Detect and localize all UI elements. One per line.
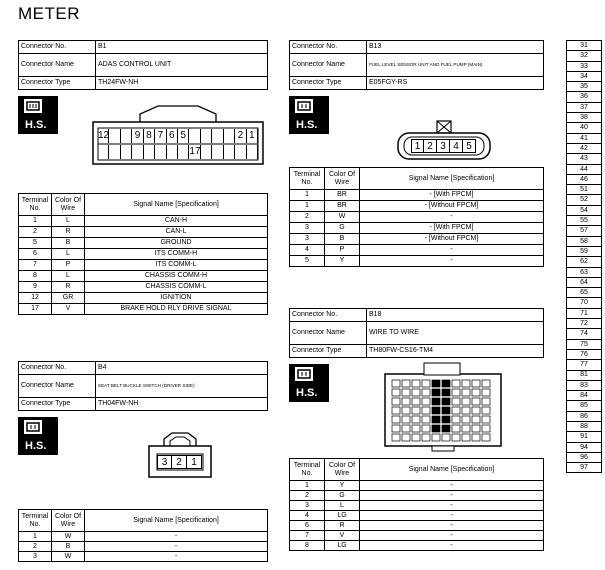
b18-connector-no: B18 bbox=[367, 309, 544, 322]
wire-color: V bbox=[52, 304, 85, 315]
terminal-no: 31 bbox=[567, 41, 602, 51]
b1-connector-diagram bbox=[92, 104, 264, 166]
table-row bbox=[19, 552, 268, 562]
terminal-no: 43 bbox=[567, 154, 602, 164]
pin-label: 3 bbox=[157, 455, 172, 469]
b4-connector-type: TH04FW-NH bbox=[96, 398, 268, 411]
wire-color: P bbox=[325, 245, 360, 256]
table-row bbox=[290, 256, 544, 267]
pin-label: 2 bbox=[235, 129, 246, 143]
pin-label: 7 bbox=[155, 129, 166, 143]
label-connector-name: Connector Name bbox=[19, 54, 96, 77]
pin-label: 1 bbox=[187, 455, 202, 469]
signal-name: ITS COMM-H bbox=[85, 249, 268, 260]
signal-name: - bbox=[85, 532, 268, 542]
table-row bbox=[290, 212, 544, 223]
terminal-no: 62 bbox=[567, 257, 602, 267]
terminal-no: 2 bbox=[19, 227, 52, 238]
table-row bbox=[290, 521, 544, 531]
b13-connector-name: FUEL LEVEL SENSOR UNIT AND FUEL PUMP (MAIN) bbox=[367, 54, 544, 77]
terminal-no: 1 bbox=[19, 532, 52, 542]
signal-name: - bbox=[360, 501, 544, 511]
hs-icon: H.S. bbox=[289, 96, 329, 134]
b1-connector-name: ADAS CONTROL UNIT bbox=[96, 54, 268, 77]
wire-color: L bbox=[52, 271, 85, 282]
pin-label: 5 bbox=[463, 139, 476, 153]
terminal-no: 72 bbox=[567, 319, 602, 329]
hs-icon: H.S. bbox=[18, 96, 58, 134]
table-row bbox=[19, 304, 268, 315]
terminal-no: 42 bbox=[567, 143, 602, 153]
signal-name: - bbox=[360, 521, 544, 531]
terminal-no: 74 bbox=[567, 329, 602, 339]
terminal-no: 8 bbox=[290, 541, 325, 551]
page-title: METER bbox=[18, 4, 80, 23]
wire-color: P bbox=[52, 260, 85, 271]
signal-name: - bbox=[85, 542, 268, 552]
wire-color: L bbox=[325, 501, 360, 511]
terminal-no: 36 bbox=[567, 92, 602, 102]
terminal-no: 88 bbox=[567, 421, 602, 431]
terminal-no: 84 bbox=[567, 391, 602, 401]
terminal-no: 3 bbox=[290, 223, 325, 234]
b18-signal-table: Terminal No. Color Of Wire Signal Name [Specification] 1 Y - 2 G - 3 L - 4 LG - 6 R - 7 V - 8 LG - bbox=[289, 458, 544, 551]
b18-connector-diagram bbox=[384, 362, 502, 452]
hs-icon: H.S. bbox=[289, 364, 329, 402]
signal-name: - bbox=[360, 481, 544, 491]
table-row bbox=[19, 293, 268, 304]
pin-label: 4 bbox=[450, 139, 463, 153]
terminal-no: 83 bbox=[567, 380, 602, 390]
wire-color: LG bbox=[325, 541, 360, 551]
signal-name: - bbox=[85, 552, 268, 562]
wire-color: R bbox=[52, 227, 85, 238]
table-row bbox=[19, 216, 268, 227]
terminal-no: 35 bbox=[567, 82, 602, 92]
table-row bbox=[19, 227, 268, 238]
terminal-no: 9 bbox=[19, 282, 52, 293]
wire-color: G bbox=[325, 491, 360, 501]
terminal-no: 64 bbox=[567, 277, 602, 287]
terminal-no: 2 bbox=[290, 212, 325, 223]
pin-label: 8 bbox=[144, 129, 155, 143]
b4-info-table: Connector No. B4 Connector Name SEAT BELT BUCKLE SWITCH (DRIVER SIDE) Connector Type TH04FW-NH bbox=[18, 361, 268, 411]
table-row bbox=[19, 532, 268, 542]
table-row bbox=[290, 501, 544, 511]
table-row bbox=[19, 271, 268, 282]
terminal-no: 4 bbox=[290, 511, 325, 521]
table-row bbox=[290, 234, 544, 245]
wire-color: B bbox=[325, 234, 360, 245]
terminal-no: 96 bbox=[567, 452, 602, 462]
terminal-no: 34 bbox=[567, 71, 602, 81]
terminal-no: 94 bbox=[567, 442, 602, 452]
terminal-no: 51 bbox=[567, 185, 602, 195]
signal-name: - bbox=[360, 531, 544, 541]
table-row bbox=[290, 531, 544, 541]
terminal-no: 46 bbox=[567, 174, 602, 184]
terminal-no: 6 bbox=[290, 521, 325, 531]
wire-color: L bbox=[52, 216, 85, 227]
signal-name: CAN-L bbox=[85, 227, 268, 238]
pin-label: 9 bbox=[132, 129, 143, 143]
signal-name: - bbox=[360, 491, 544, 501]
label-connector-type: Connector Type bbox=[19, 77, 96, 90]
label-connector-no: Connector No. bbox=[19, 41, 96, 54]
wire-color: BR bbox=[325, 190, 360, 201]
signal-name: - bbox=[360, 511, 544, 521]
terminal-no: 44 bbox=[567, 164, 602, 174]
right-terminal-column bbox=[566, 40, 602, 473]
b18-info-table: Connector No. B18 Connector Name WIRE TO WIRE Connector Type TH80FW-CS16-TM4 bbox=[289, 308, 544, 358]
terminal-no: 1 bbox=[290, 201, 325, 212]
signal-name: - [With FPCM] bbox=[360, 223, 544, 234]
pin-label: 12 bbox=[98, 130, 110, 141]
terminal-no: 65 bbox=[567, 288, 602, 298]
b4-connector-no: B4 bbox=[96, 362, 268, 375]
wire-color: W bbox=[52, 532, 85, 542]
table-row bbox=[19, 238, 268, 249]
terminal-no: 38 bbox=[567, 113, 602, 123]
b13-connector-type: E05FGY-RS bbox=[367, 77, 544, 90]
wire-color: Y bbox=[325, 256, 360, 267]
terminal-no: 71 bbox=[567, 308, 602, 318]
wire-color: G bbox=[325, 223, 360, 234]
signal-name: - [With FPCM] bbox=[360, 190, 544, 201]
table-row bbox=[290, 201, 544, 212]
signal-name: CHASSIS COMM-H bbox=[85, 271, 268, 282]
terminal-no: 97 bbox=[567, 463, 602, 473]
terminal-no: 58 bbox=[567, 236, 602, 246]
terminal-no: 41 bbox=[567, 133, 602, 143]
signal-name: - bbox=[360, 256, 544, 267]
wire-color: R bbox=[52, 282, 85, 293]
terminal-no: 70 bbox=[567, 298, 602, 308]
wire-color: B bbox=[52, 542, 85, 552]
pin-label: 2 bbox=[424, 139, 437, 153]
signal-name: - bbox=[360, 212, 544, 223]
wire-color: B bbox=[52, 238, 85, 249]
terminal-no: 4 bbox=[290, 245, 325, 256]
table-row bbox=[290, 481, 544, 491]
table-row bbox=[290, 511, 544, 521]
b18-connector-type: TH80FW-CS16-TM4 bbox=[367, 345, 544, 358]
table-row bbox=[19, 260, 268, 271]
terminal-no: 5 bbox=[19, 238, 52, 249]
b18-connector-name: WIRE TO WIRE bbox=[367, 322, 544, 345]
terminal-no: 17 bbox=[19, 304, 52, 315]
table-row bbox=[19, 542, 268, 552]
terminal-no: 76 bbox=[567, 349, 602, 359]
b1-info-table bbox=[18, 40, 268, 90]
terminal-no: 7 bbox=[290, 531, 325, 541]
signal-name: BRAKE HOLD RLY DRIVE SIGNAL bbox=[85, 304, 268, 315]
terminal-no: 8 bbox=[19, 271, 52, 282]
pin-label: 5 bbox=[178, 129, 189, 143]
terminal-no: 52 bbox=[567, 195, 602, 205]
b1-connector-type: TH24FW-NH bbox=[96, 77, 268, 90]
terminal-no: 3 bbox=[19, 552, 52, 562]
pin-label: 2 bbox=[172, 455, 187, 469]
wire-color: W bbox=[52, 552, 85, 562]
b4-connector-diagram bbox=[148, 432, 212, 478]
table-row bbox=[290, 491, 544, 501]
signal-name: - bbox=[360, 541, 544, 551]
terminal-no: 55 bbox=[567, 216, 602, 226]
terminal-no: 3 bbox=[290, 501, 325, 511]
wire-color: L bbox=[52, 249, 85, 260]
wire-color: BR bbox=[325, 201, 360, 212]
terminal-no: 2 bbox=[290, 491, 325, 501]
b4-connector-name: SEAT BELT BUCKLE SWITCH (DRIVER SIDE) bbox=[96, 375, 268, 398]
table-row bbox=[290, 245, 544, 256]
wire-color: GR bbox=[52, 293, 85, 304]
terminal-no: 5 bbox=[290, 256, 325, 267]
signal-name: - [Without FPCM] bbox=[360, 234, 544, 245]
terminal-no: 1 bbox=[290, 190, 325, 201]
signal-name: - bbox=[360, 245, 544, 256]
terminal-no: 59 bbox=[567, 246, 602, 256]
b4-signal-table: Terminal No. Color Of Wire Signal Name [Specification] 1 W - 2 B - 3 W - bbox=[18, 509, 268, 562]
wire-color: Y bbox=[325, 481, 360, 491]
terminal-no: 2 bbox=[19, 542, 52, 552]
signal-name: ITS COMM-L bbox=[85, 260, 268, 271]
terminal-no: 6 bbox=[19, 249, 52, 260]
pin-label: 17 bbox=[189, 146, 201, 157]
wire-color: V bbox=[325, 531, 360, 541]
signal-name: CAN-H bbox=[85, 216, 268, 227]
terminal-no: 86 bbox=[567, 411, 602, 421]
signal-name: GROUND bbox=[85, 238, 268, 249]
pin-label: 3 bbox=[437, 139, 450, 153]
terminal-no: 7 bbox=[19, 260, 52, 271]
terminal-no: 63 bbox=[567, 267, 602, 277]
wire-color: R bbox=[325, 521, 360, 531]
terminal-no: 12 bbox=[19, 293, 52, 304]
terminal-no: 57 bbox=[567, 226, 602, 236]
terminal-no: 1 bbox=[290, 481, 325, 491]
table-row bbox=[290, 190, 544, 201]
b13-info-table: Connector No. B13 Connector Name FUEL LEVEL SENSOR UNIT AND FUEL PUMP (MAIN) Connector Type E05FGY-RS bbox=[289, 40, 544, 90]
terminal-no: 91 bbox=[567, 432, 602, 442]
terminal-no: 54 bbox=[567, 205, 602, 215]
table-row bbox=[19, 282, 268, 293]
terminal-no: 81 bbox=[567, 370, 602, 380]
terminal-no: 75 bbox=[567, 339, 602, 349]
table-row bbox=[290, 223, 544, 234]
terminal-no: 3 bbox=[290, 234, 325, 245]
terminal-no: 85 bbox=[567, 401, 602, 411]
terminal-no: 1 bbox=[19, 216, 52, 227]
pin-label: 1 bbox=[411, 139, 424, 153]
b13-connector-no: B13 bbox=[367, 41, 544, 54]
terminal-no: 40 bbox=[567, 123, 602, 133]
table-row bbox=[290, 541, 544, 551]
terminal-no: 37 bbox=[567, 102, 602, 112]
signal-name: CHASSIS COMM-L bbox=[85, 282, 268, 293]
b1-signal-table: Terminal No. Color Of Wire Signal Name [Specification] 1 L CAN-H 2 R CAN-L 5 B GROUND 6 L ITS COMM-H 7 P ITS COMM-L 8 L CHASSIS COMM-H 9 R CHASSIS COMM-L 12 GR IGNITION 17 V BRAKE HOLD RLY DRIVE SIGNAL bbox=[18, 193, 268, 315]
pin-label: 6 bbox=[167, 129, 178, 143]
wire-color: W bbox=[325, 212, 360, 223]
hs-icon: H.S. bbox=[18, 417, 58, 455]
signal-name: IGNITION bbox=[85, 293, 268, 304]
table-row bbox=[19, 249, 268, 260]
b1-connector-no: B1 bbox=[96, 41, 268, 54]
terminal-no: 33 bbox=[567, 61, 602, 71]
signal-name: - [Without FPCM] bbox=[360, 201, 544, 212]
terminal-no: 77 bbox=[567, 360, 602, 370]
wire-color: LG bbox=[325, 511, 360, 521]
terminal-no: 32 bbox=[567, 51, 602, 61]
b13-signal-table: Terminal No. Color Of Wire Signal Name [Specification] 1 BR - [With FPCM] 1 BR - [Without FPCM] 2 W - 3 G - [With FPCM] 3 B - [Without FPCM] 4 P - 5 Y - bbox=[289, 167, 544, 267]
pin-label: 1 bbox=[247, 129, 258, 143]
b13-connector-diagram bbox=[397, 120, 491, 160]
